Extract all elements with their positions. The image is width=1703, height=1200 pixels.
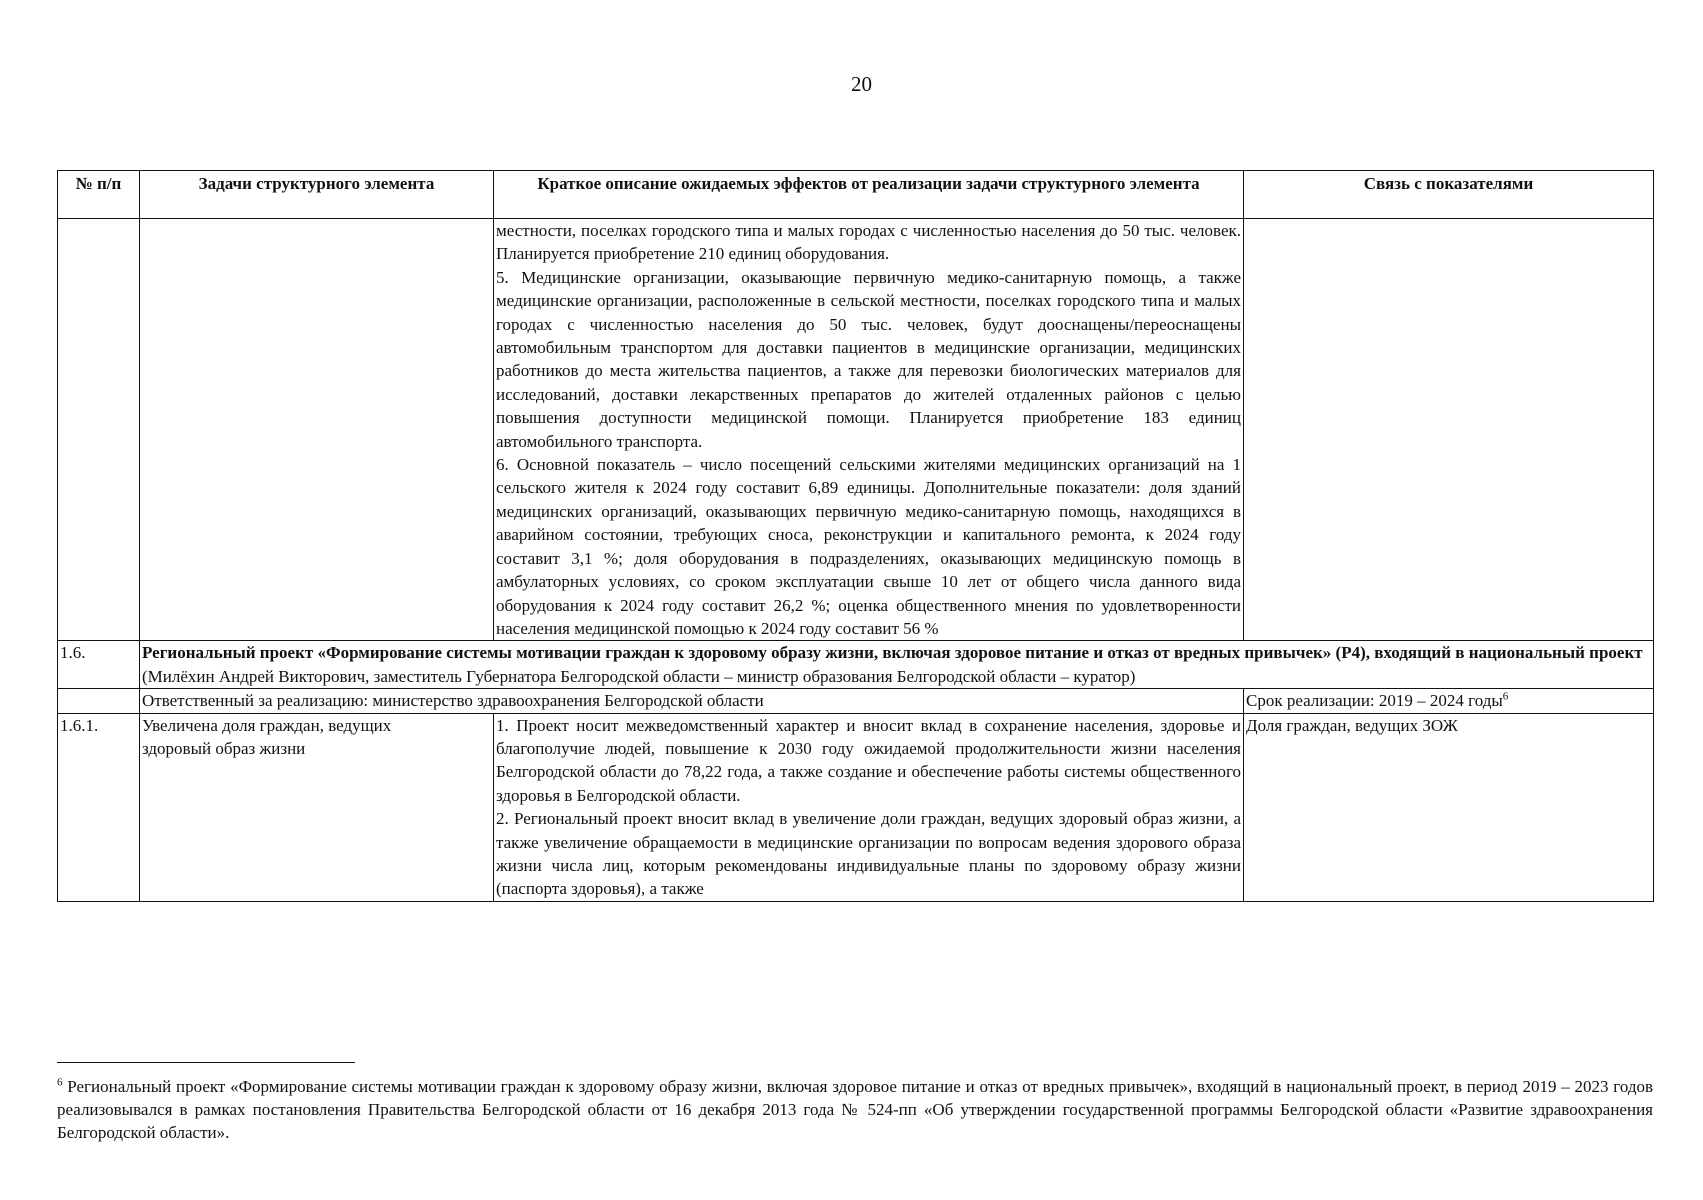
task-indicator: Доля граждан, ведущих ЗОЖ xyxy=(1244,713,1654,901)
project-cell xyxy=(140,641,1654,689)
effects-paragraph: 2. Региональный проект вносит вклад в увеличение доли граждан, ведущих здоровый образ жизни, а также увеличение обращаемости в медицинские организации по вопросам ведения здорового образа жизни числа лиц, которым рекомендованы индивидуальные планы по здоровому образу жизни (паспорта здоровья), а также xyxy=(496,809,1241,899)
responsible-cell: Ответственный за реализацию: министерство здравоохранения Белгородской области xyxy=(140,689,1244,713)
footnote-mark: 6 xyxy=(57,1076,63,1089)
continuation-num-cell xyxy=(58,219,140,641)
responsible-row xyxy=(58,689,1654,713)
term-text: Срок реализации: 2019 – 2024 годы xyxy=(1246,691,1503,711)
term-cell xyxy=(1244,689,1654,713)
header-indicators: Связь с показателями xyxy=(1244,171,1654,219)
project-curator: (Милёхин Андрей Викторович, заместитель Губернатора Белгородской области – министр образования Белгородской области – куратор) xyxy=(142,666,1136,686)
task-effects-cell xyxy=(494,713,1244,901)
responsible-num-cell xyxy=(58,689,140,713)
table-header-row xyxy=(58,171,1654,219)
footnote-text: Региональный проект «Формирование системы мотивации граждан к здоровому образу жизни, включая здоровое питание и отказ от вредных привычек», входящий в национальный проект, в период 2019 – 2023 годов реализовывался в рамках постановления Правительства Белгородской области от 16 декабря 2013 года № 524-пп «Об утверждении государственной программы Белгородской области «Развитие здравоохранения Белгородской области». xyxy=(57,1077,1654,1142)
task-text: Увеличена доля граждан, ведущих здоровый образ жизни xyxy=(140,713,494,901)
structural-elements-table xyxy=(57,170,1654,902)
project-num: 1.6. xyxy=(58,641,140,689)
project-row xyxy=(58,641,1654,689)
project-title: Региональный проект «Формирование системы мотивации граждан к здоровому образу жизни, включая здоровое питание и отказ от вредных привычек» (Р4), входящий в национальный проект xyxy=(142,643,1643,663)
continuation-indicator-cell xyxy=(1244,219,1654,641)
footnote-divider xyxy=(57,1062,355,1063)
table-row xyxy=(58,713,1654,901)
header-tasks: Задачи структурного элемента xyxy=(140,171,494,219)
continuation-effects-cell xyxy=(494,219,1244,641)
page-number: 20 xyxy=(851,72,872,96)
task-num: 1.6.1. xyxy=(58,713,140,901)
table-row xyxy=(58,219,1654,641)
effects-paragraph: 6. Основной показатель – число посещений сельскими жителями медицинских организаций на 1 сельского жителя к 2024 году составит 6,89 единицы. Дополнительные показатели: доля зданий медицинских организаций, оказывающих первичную медико-санитарную помощь, находящихся в аварийном состоянии, требующих сноса, реконструкции и капитального ремонта, к 2024 году составит 3,1 %; доля оборудования в подразделениях, оказывающих медицинскую помощь в амбулаторных условиях, со сроком эксплуатации свыше 10 лет от общего числа данного вида оборудования к 2024 году составит 26,2 %; оценка общественного мнения по удовлетворенности населения медицинской помощью к 2024 году составит 56 % xyxy=(496,455,1241,638)
effects-paragraph: 1. Проект носит межведомственный характер и вносит вклад в сохранение населения, здоровье и благополучие людей, повышение к 2030 году ожидаемой продолжительности жизни населения Белгородской области до 78,22 года, а также создание и обеспечение работы системы общественного здоровья в Белгородской области. xyxy=(496,715,1241,805)
continuation-task-cell xyxy=(140,219,494,641)
header-num: № п/п xyxy=(58,171,140,219)
header-effects: Краткое описание ожидаемых эффектов от реализации задачи структурного элемента xyxy=(494,171,1244,219)
term-footnote-mark: 6 xyxy=(1502,690,1509,703)
effects-paragraph: 5. Медицинские организации, оказывающие первичную медико-санитарную помощь, а также медицинские организации, расположенные в сельской местности, поселках городского типа и малых городах с численностью населения до 50 тыс. человек, будут дооснащены/переоснащены автомобильным транспортом для доставки пациентов в медицинские организации, медицинских работников до места жительства пациентов, а также для перевозки биологических материалов для исследований, доставки лекарственных препаратов до жителей отдаленных районов с целью повышения доступности медицинской помощи. Планируется приобретение 183 единиц автомобильного транспорта. xyxy=(496,267,1241,451)
effects-paragraph: местности, поселках городского типа и малых городах с численностью населения до 50 тыс. человек. Планируется приобретение 210 единиц оборудования. xyxy=(496,221,1241,264)
footnote xyxy=(57,1075,1653,1144)
